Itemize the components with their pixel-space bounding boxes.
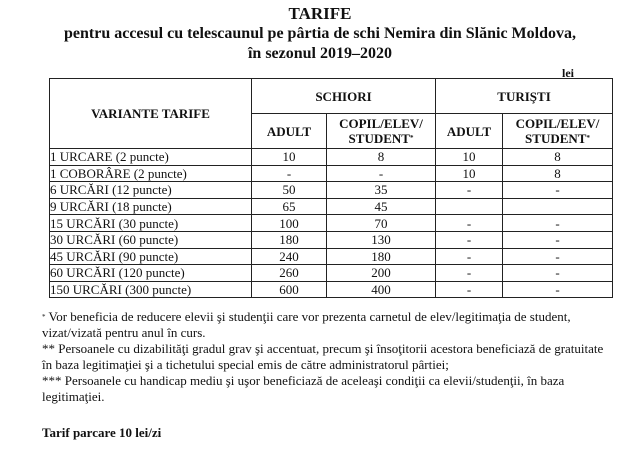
table-row [50,182,613,199]
document-title: TARIFE [288,4,352,23]
subheader-label: COPIL/ELEV/ STUDENT [339,116,423,146]
tourists-child-price: - [503,265,613,282]
skiers-adult-price: 600 [252,281,327,298]
tourists-adult-price: - [436,248,503,265]
group-header-tourists: TURIŞTI [436,79,613,114]
skiers-adult-price: 240 [252,248,327,265]
footnote-text: Vor beneficia de reducere elevii şi studenţii care vor prezenta carnetul de elev/legitimaţia de student, vizat/vizată pentru anul în curs. [42,309,571,340]
subheader-skiers-child [327,114,436,149]
tourists-child-price: - [503,248,613,265]
table-row [50,265,613,282]
table-row [50,231,613,248]
skiers-child-price: 35 [327,182,436,199]
tourists-adult-price: - [436,231,503,248]
table-row [50,281,613,298]
tourists-child-price: - [503,231,613,248]
price-table [49,78,613,298]
skiers-adult-price: 180 [252,231,327,248]
skiers-child-price: - [327,165,436,182]
row-label: 150 URCĂRI (300 puncte) [50,281,252,298]
row-label: 1 URCARE (2 puncte) [50,149,252,166]
document-subtitle-line1: pentru accesul cu telescaunul pe pârtia de schi Nemira din Slănic Moldova, [64,25,576,42]
footnote-mark: * [409,134,414,142]
document-subtitle-line2: în sezonul 2019–2020 [247,45,392,62]
footnote-1 [42,309,612,341]
skiers-adult-price: 100 [252,215,327,232]
tourists-adult-price: 10 [436,165,503,182]
tourists-adult-price [436,198,503,215]
tourists-adult-price: - [436,215,503,232]
table-row [50,198,613,215]
footnote-mark: * [586,134,590,142]
skiers-child-price: 200 [327,265,436,282]
skiers-adult-price: - [252,165,327,182]
footnote-3: *** Persoanele cu handicap mediu şi uşor beneficiază de aceleaşi condiţii ca elevii/studenţii, în baza legitimaţiei. [42,373,565,404]
table-row [50,165,613,182]
tourists-child-price: - [503,281,613,298]
skiers-adult-price: 260 [252,265,327,282]
table-row [50,215,613,232]
row-label: 9 URCĂRI (18 puncte) [50,198,252,215]
subheader-tourists-adult: ADULT [436,114,503,149]
skiers-adult-price: 65 [252,198,327,215]
row-label: 30 URCĂRI (60 puncte) [50,231,252,248]
currency-unit: lei [562,66,574,80]
parking-fee: Tarif parcare 10 lei/zi [42,425,162,440]
table-row [50,149,613,166]
tourists-child-price [503,198,613,215]
tourists-child-price: 8 [503,165,613,182]
row-label: 1 COBORÂRE (2 puncte) [50,165,252,182]
skiers-adult-price: 10 [252,149,327,166]
tourists-child-price: - [503,215,613,232]
skiers-adult-price: 50 [252,182,327,199]
row-label: 45 URCĂRI (90 puncte) [50,248,252,265]
subheader-label: COPIL/ELEV/ STUDENT [515,116,600,146]
row-label: 60 URCĂRI (120 puncte) [50,265,252,282]
column-header-variant: VARIANTE TARIFE [50,79,252,149]
subheader-skiers-adult: ADULT [252,114,327,149]
tourists-child-price: - [503,182,613,199]
footnotes [42,309,612,405]
tourists-adult-price: 10 [436,149,503,166]
row-label: 15 URCĂRI (30 puncte) [50,215,252,232]
tourists-adult-price: - [436,182,503,199]
skiers-child-price: 70 [327,215,436,232]
footnote-mark: * [42,313,46,321]
table-row [50,248,613,265]
tourists-adult-price: - [436,265,503,282]
skiers-child-price: 400 [327,281,436,298]
tourists-child-price: 8 [503,149,613,166]
row-label: 6 URCĂRI (12 puncte) [50,182,252,199]
tourists-adult-price: - [436,281,503,298]
skiers-child-price: 8 [327,149,436,166]
subheader-tourists-child [503,114,613,149]
group-header-skiers: SCHIORI [252,79,436,114]
footnote-2: ** Persoanele cu dizabilităţi gradul grav şi accentuat, precum şi însoţitorii acestora beneficiază de gratuitate în baza legitimaţiei şi a tichetului special emis de către administratorul pârtiei; [42,341,604,372]
skiers-child-price: 130 [327,231,436,248]
skiers-child-price: 45 [327,198,436,215]
skiers-child-price: 180 [327,248,436,265]
